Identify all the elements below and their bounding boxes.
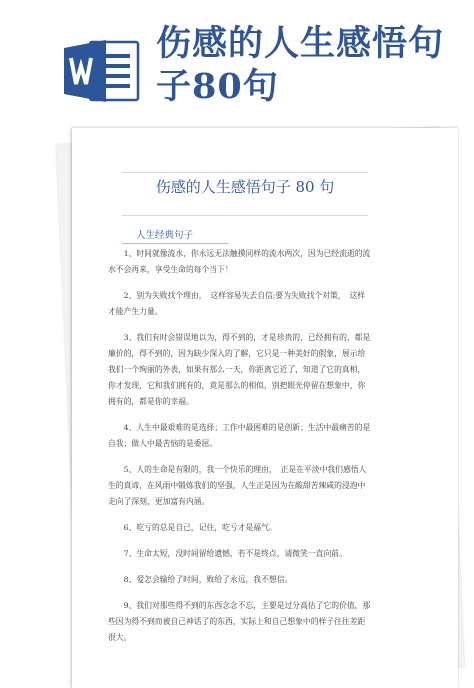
paragraph: 9、我们对那些得不到的东西念念不忘，主要是过分高估了它的价值，那些因为得不到而被自己神话了的东西，实际上和自己想象中的样子往往差距很大。: [108, 601, 371, 642]
paragraph: 5、人的生命是有限的，我一个快乐的理由， 正是在平淡中我们感悟人生的真谛，在风雨中锻炼我们的坚强，人生正是因为在酸甜苦辣咸的浸泡中走向了深刻，更加富有内涵。: [108, 465, 367, 506]
banner-title-line1: 伤感的人生感悟句: [156, 23, 445, 64]
paragraph: 3、我们有时会错误地以为，得不到的，才是珍贵的，已经拥有的，都是廉价的，得不到的，因为缺少深入的了解，它只是一种美好的假象，展示给我们一个绚丽的外表，如果有那么一天，你距离它近了，知道了它的真相，你才发现，它和我们拥有的，竟是那么的相似，别把眼光停留在想象中，你拥有的，都是你的幸福。: [108, 333, 371, 406]
document-title: 伤感的人生感悟句子 80 句: [155, 178, 335, 196]
banner-title-line2: 子80句: [156, 66, 279, 107]
paragraph: 6、吃亏的总是自己，记住，吃亏才是福气。: [123, 523, 277, 532]
paragraph: 7、生命太短，没时间留给遗憾，若不是终点，请微笑一直向前。: [123, 549, 347, 558]
paragraph: 8、爱怎会输给了时间，败给了永远，我不想信。: [123, 575, 293, 584]
document-body: [108, 246, 372, 656]
paragraph: 4、人生中最艰难的是选择；工作中最困难的是创新；生活中最痛苦的是自我；做人中最苦恼的是委屈。: [108, 423, 371, 448]
banner-title: [156, 22, 456, 108]
paragraph: 1、时间就像流水，你永远无法触摸同样的流水两次，因为已经流逝的流水不会再来，享受生命的每个当下！: [108, 249, 371, 274]
paragraph: 2、别为失败找个理由， 这样容易失去自信;要为失败找个对策， 这样才能产生力量。: [108, 291, 366, 316]
word-logo-icon: [62, 36, 144, 106]
section-heading: 人生经典句子: [122, 229, 228, 244]
